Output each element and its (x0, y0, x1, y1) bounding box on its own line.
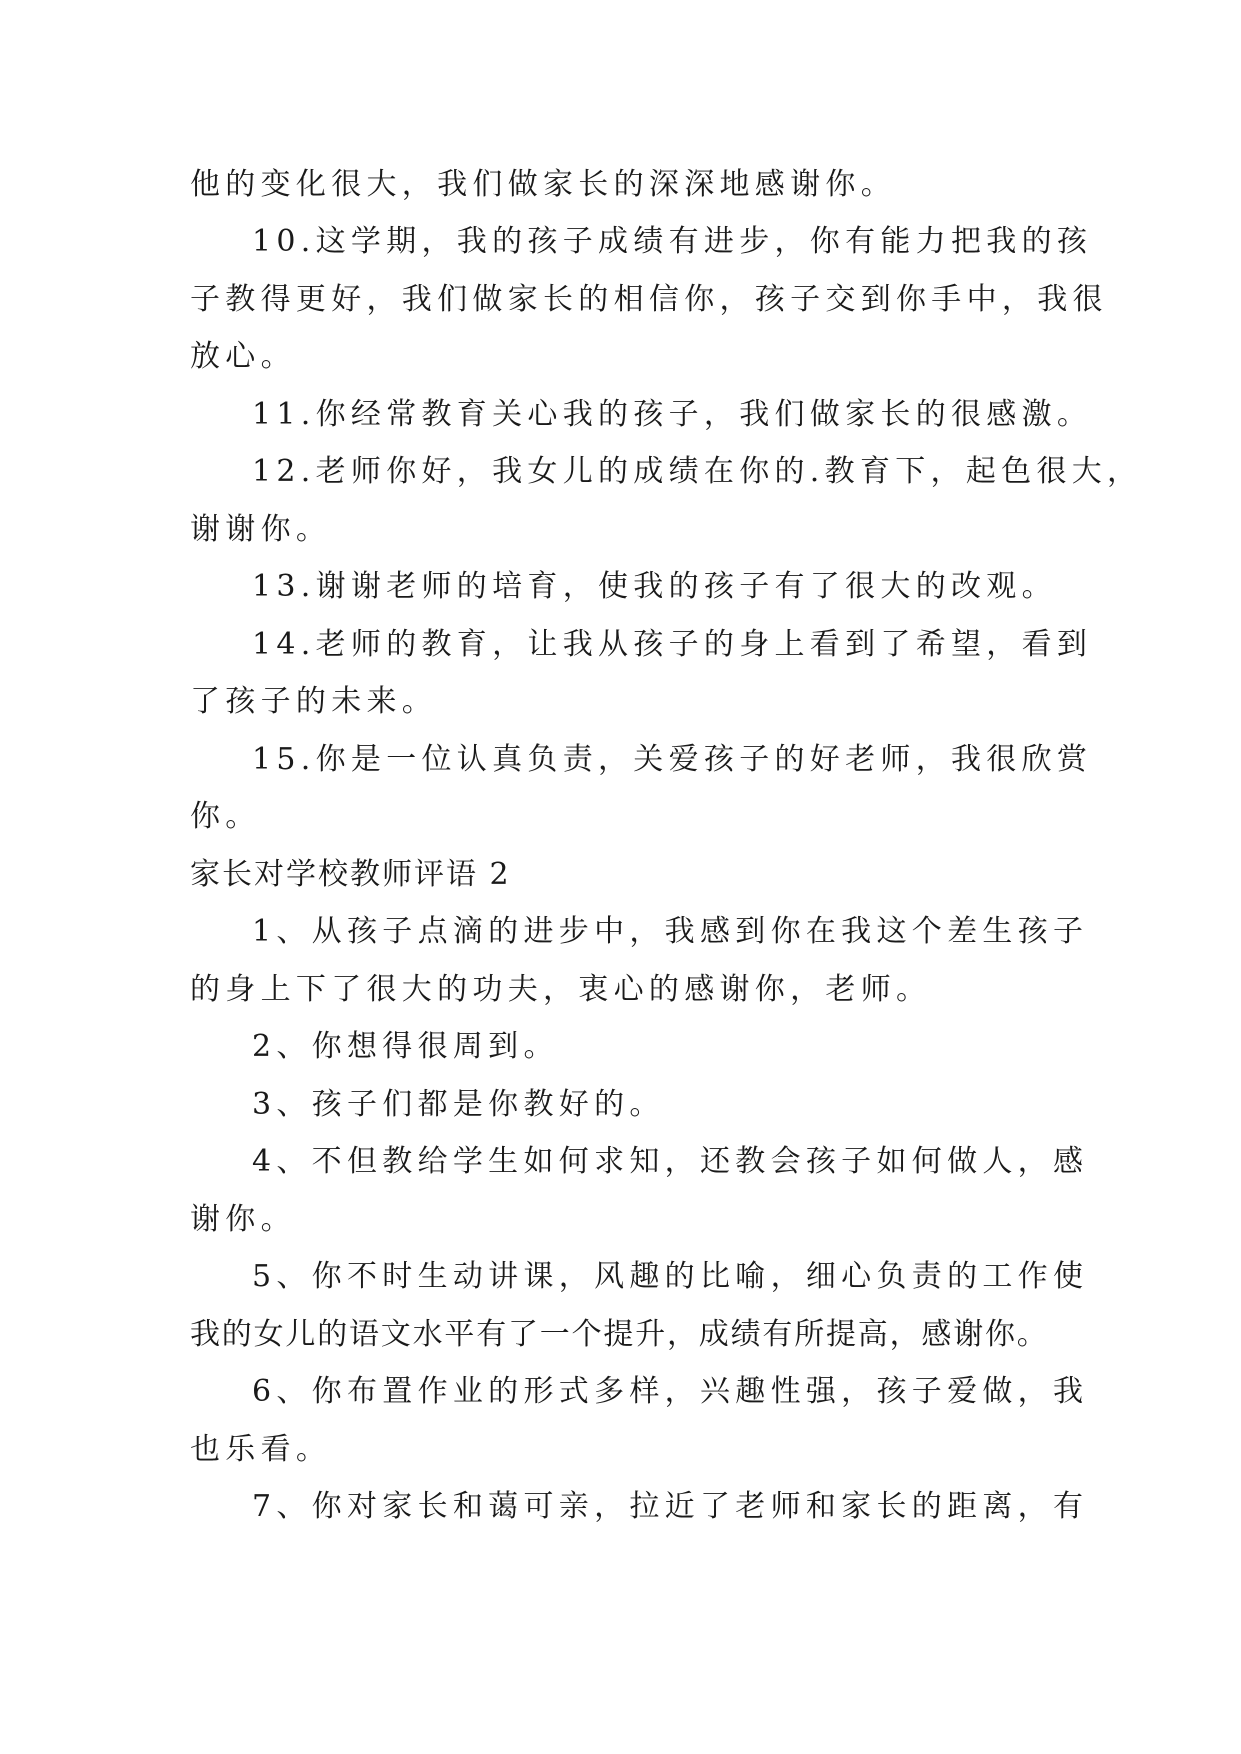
text-line: 子教得更好，我们做家长的相信你，孩子交到你手中，我很 (190, 282, 1108, 317)
text-line: 的身上下了很大的功夫，衷心的感谢你，老师。 (190, 972, 932, 1007)
text-line: 5、你不时生动讲课，风趣的比喻，细心负责的工作使 (252, 1259, 1089, 1294)
text-line: 14.老师的教育，让我从孩子的身上看到了希望，看到 (252, 627, 1093, 662)
text-line: 7、你对家长和蔼可亲，拉近了老师和家长的距离，有 (252, 1489, 1089, 1524)
text-line: 13.谢谢老师的培育，使我的孩子有了很大的改观。 (252, 569, 1057, 604)
text-line: 他的变化很大，我们做家长的深深地感谢你。 (190, 167, 896, 202)
text-line: 1、从孩子点滴的进步中，我感到你在我这个差生孩子 (252, 914, 1089, 949)
text-line: 3、孩子们都是你教好的。 (252, 1087, 665, 1122)
text-line: 11.你经常教育关心我的孩子，我们做家长的很感激。 (252, 397, 1093, 432)
text-line: 4、不但教给学生如何求知，还教会孩子如何做人，感 (252, 1144, 1089, 1179)
text-line: 谢你。 (190, 1202, 296, 1237)
text-line: 6、你布置作业的形式多样，兴趣性强，孩子爱做，我 (252, 1374, 1089, 1409)
text-line: 10.这学期，我的孩子成绩有进步，你有能力把我的孩 (252, 224, 1093, 259)
text-line: 2、你想得很周到。 (252, 1029, 559, 1064)
text-line: 谢谢你。 (190, 512, 332, 547)
text-line: 15.你是一位认真负责，关爱孩子的好老师，我很欣赏 (252, 742, 1093, 777)
text-line: 了孩子的未来。 (190, 684, 438, 719)
text-line: 放心。 (190, 339, 296, 374)
text-line: 12.老师你好，我女儿的成绩在你的.教育下，起色很大， (252, 454, 1143, 489)
text-line: 也乐看。 (190, 1432, 332, 1467)
text-line: 我的女儿的语文水平有了一个提升，成绩有所提高，感谢你。 (190, 1317, 1049, 1352)
text-line: 你。 (190, 799, 261, 834)
section-heading: 家长对学校教师评语 2 (190, 857, 511, 892)
